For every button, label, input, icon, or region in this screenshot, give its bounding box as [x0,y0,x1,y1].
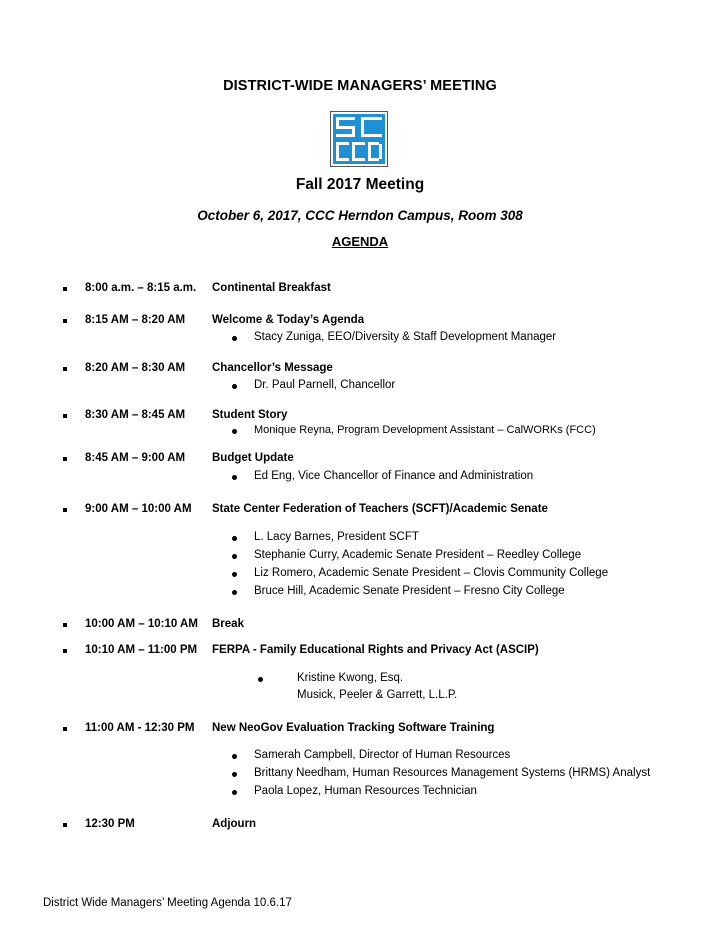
bullet-dot-icon [232,336,237,341]
presenter: Monique Reyna, Program Development Assistant – CalWORKs (FCC) [254,424,596,436]
bullet-dot-icon [232,384,237,389]
agenda-topic: Adjourn [212,818,257,830]
bullet-dot-icon [232,536,237,541]
agenda-time: 8:20 AM – 8:30 AM [85,362,186,374]
bullet-square-icon [63,649,67,653]
agenda-topic: Welcome & Today’s Agenda [212,314,365,326]
agenda-topic: Budget Update [212,452,294,464]
bullet-square-icon [63,319,67,323]
bullet-square-icon [63,823,67,827]
agenda-topic: New NeoGov Evaluation Tracking Software Training [212,722,495,734]
bullet-dot-icon [232,590,237,595]
presenter: Ed Eng, Vice Chancellor of Finance and Administration [254,470,534,482]
presenter: Brittany Needham, Human Resources Management Systems (HRMS) Analyst [254,767,651,779]
bullet-dot-icon [232,554,237,559]
bullet-square-icon [63,287,67,291]
bullet-dot-icon [232,572,237,577]
presenter: Stephanie Curry, Academic Senate President – Reedley College [254,549,582,561]
bullet-dot-icon [232,772,237,777]
sccd-logo [330,111,388,167]
agenda-time: 8:30 AM – 8:45 AM [85,409,186,421]
presenter: Kristine Kwong, Esq. [297,672,404,684]
page-footer: District Wide Managers’ Meeting Agenda 10.6.17 [43,897,292,909]
presenter: Dr. Paul Parnell, Chancellor [254,379,396,391]
agenda-time: 10:10 AM – 11:00 PM [85,644,198,656]
bullet-square-icon [63,727,67,731]
agenda-topic: Break [212,618,244,630]
agenda-time: 12:30 PM [85,818,135,830]
meeting-subtitle: Fall 2017 Meeting [295,176,425,193]
agenda-time: 8:45 AM – 9:00 AM [85,452,186,464]
presenter: Stacy Zuniga, EEO/Diversity & Staff Development Manager [254,331,557,343]
logo-background [333,114,385,164]
presenter: Paola Lopez, Human Resources Technician [254,785,477,797]
bullet-square-icon [63,508,67,512]
agenda-topic: Student Story [212,409,288,421]
bullet-dot-icon [232,754,237,759]
agenda-topic: FERPA - Family Educational Rights and Privacy Act (ASCIP) [212,644,539,656]
agenda-label: AGENDA [331,234,389,249]
agenda-time: 8:00 a.m. – 8:15 a.m. [85,282,197,294]
agenda-time: 9:00 AM – 10:00 AM [85,503,192,515]
bullet-square-icon [63,414,67,418]
presenter: Liz Romero, Academic Senate President – Clovis Community College [254,567,609,579]
agenda-time: 11:00 AM - 12:30 PM [85,722,195,734]
agenda-topic: Continental Breakfast [212,282,331,294]
agenda-topic: Chancellor’s Message [212,362,333,374]
presenter: Samerah Campbell, Director of Human Resources [254,749,511,761]
agenda-time: 8:15 AM – 8:20 AM [85,314,186,326]
bullet-square-icon [63,623,67,627]
presenter-firm: Musick, Peeler & Garrett, L.L.P. [297,689,458,701]
document-title: DISTRICT-WIDE MANAGERS’ MEETING [223,78,497,94]
agenda-topic: State Center Federation of Teachers (SCFT)/Academic Senate [212,503,548,515]
bullet-dot-icon [232,429,237,434]
bullet-dot-icon [232,475,237,480]
bullet-square-icon [63,457,67,461]
bullet-dot-icon [258,677,263,682]
meeting-dateline: October 6, 2017, CCC Herndon Campus, Room 308 [197,208,523,223]
bullet-square-icon [63,367,67,371]
bullet-dot-icon [232,790,237,795]
agenda-heading [0,234,720,249]
agenda-time: 10:00 AM – 10:10 AM [85,618,198,630]
presenter: L. Lacy Barnes, President SCFT [254,531,419,543]
presenter: Bruce Hill, Academic Senate President – Fresno City College [254,585,565,597]
